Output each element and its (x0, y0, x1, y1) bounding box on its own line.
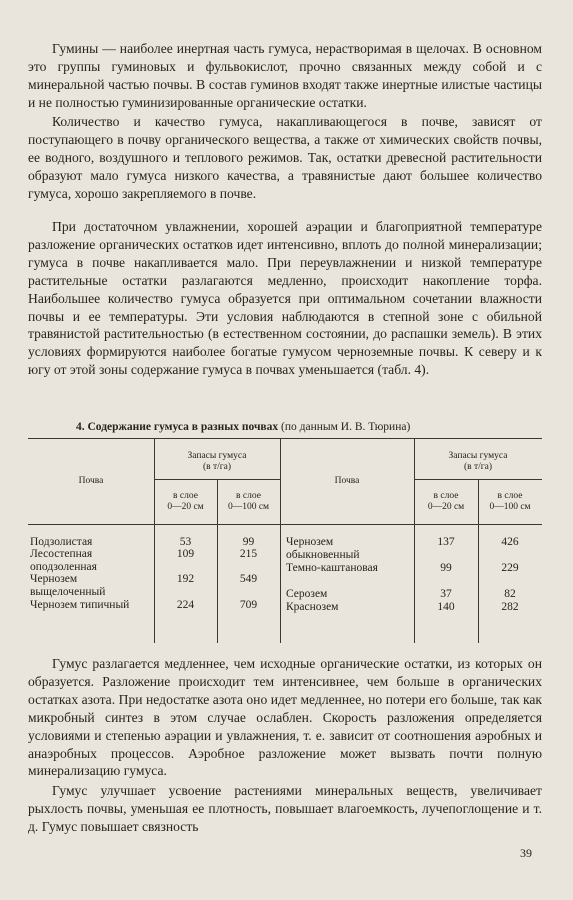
header-layer-20-left: в слое 0—20 см (167, 491, 204, 512)
table-number: 4. (76, 421, 85, 433)
table-cell-value: 37 (440, 588, 452, 600)
header-reserves-left: Запасы гумуса (в т/га) (187, 451, 247, 472)
paragraph-humus-decomposition: Гумус разлагается медленнее, чем исходные органические остатки, из которых он образуется. Разложение происходит тем интенсивнее, чем больше в органических остатках азота. При недостатке азота оно идет медленнее, но потери его больше, так как микробный синтез в этом случае ослаблен. Скорость разложения определяется условиями и степенью аэрации и увлажнения, т. е. зависит от соотношения аэробных и анаэробных процессов. Аэробное разложение может вызвать почти полную минерализацию гумуса. (28, 656, 542, 779)
table-cell-soil: Подзолистая (30, 536, 93, 548)
table-cell-value: 224 (176, 599, 195, 611)
page-number: 39 (520, 846, 532, 860)
table-cell-value: 82 (504, 588, 516, 600)
table-cell-value: 137 (437, 536, 455, 548)
table-cell-soil: Лесостепная оподзоленная (30, 548, 97, 573)
table-cell-soil: Чернозем обыкновенный (286, 536, 360, 561)
header-layer-100-right: в слое 0—100 см (489, 491, 531, 512)
table-cell-value: 426 (501, 536, 519, 548)
table-cell-soil: Чернозем выщелоченный (30, 573, 106, 598)
table-caption (76, 420, 546, 434)
table-cell-value: 99 (242, 536, 255, 548)
table-cell-soil: Темно-каштановая (286, 562, 378, 574)
table-cell-soil: Чернозем типичный (30, 599, 130, 611)
table-cell-value: 215 (239, 548, 258, 560)
table-cell-soil: Краснозем (286, 601, 339, 613)
table-cell-value: 709 (239, 599, 258, 611)
table-cell-value: 229 (501, 562, 519, 574)
table-cell-value: 140 (437, 601, 455, 613)
header-soil-right: Почва (334, 476, 360, 486)
header-layer-20-right: в слое 0—20 см (427, 491, 465, 512)
table-source: (по данным И. В. Тюрина) (281, 421, 411, 433)
table-cell-value: 549 (239, 573, 258, 585)
table-cell-value: 282 (501, 601, 519, 613)
table-cell-value: 109 (176, 548, 195, 560)
header-soil-left: Почва (78, 476, 104, 486)
table-cell-value: 192 (176, 573, 195, 585)
humus-table (28, 438, 542, 643)
table-title: Содержание гумуса в разных почвах (87, 421, 279, 433)
paragraph-humus-benefits: Гумус улучшает усвоение растениями минеральных веществ, увеличивает рыхлость почвы, уменьшая ее плотность, повышает влагоемкость, лучепоглощение и т. д. Гумус повышает связность (28, 783, 542, 834)
header-layer-100-left: в слое 0—100 см (227, 491, 270, 512)
table-cell-soil: Серозем (286, 588, 328, 600)
header-reserves-right: Запасы гумуса (в т/га) (448, 451, 508, 472)
paragraph-humins: Гумины — наиболее инертная часть гумуса, нерастворимая в щелочах. В основном это группы гуминовых и фульвокислот, прочно связанных между собой и с минеральной частью почвы. В состав гуминов входят также инертные илистые частицы и не полностью гуминизированные органические остатки. (28, 41, 542, 110)
paragraph-humus-quantity: Количество и качество гумуса, накапливающегося в почве, зависят от поступающего в почву органического вещества, а также от химических свойств почвы, ее водного, воздушного и теплового режимов. Так, остатки древесной растительности образуют мало гумуса низкого качества, а травянистые дают большее количество гумуса, хорошо закрепляемого в почве. (28, 114, 542, 201)
table-cell-value: 53 (179, 536, 192, 548)
table-cell-value: 99 (440, 562, 452, 574)
paragraph-humus-conditions: При достаточном увлажнении, хорошей аэрации и благоприятной температуре разложение органических остатков идет интенсивно, вплоть до полной минерализации; гумуса в почве накапливается мало. При переувлажнении и низкой температуре растительные остатки разлагаются медленно, происходит накопление торфа. Наибольшее количество гумуса образуется при оптимальном сочетании влажности почвы и ее температуры. Эти условия наблюдаются в степной зоне с обильной травянистой растительностью (в естественном состоянии, до распашки земель). В этих условиях формируются наиболее богатые гумусом черноземные почвы. К северу и к югу от этой зоны содержание гумуса в почвах уменьшается (табл. 4). (28, 219, 542, 378)
